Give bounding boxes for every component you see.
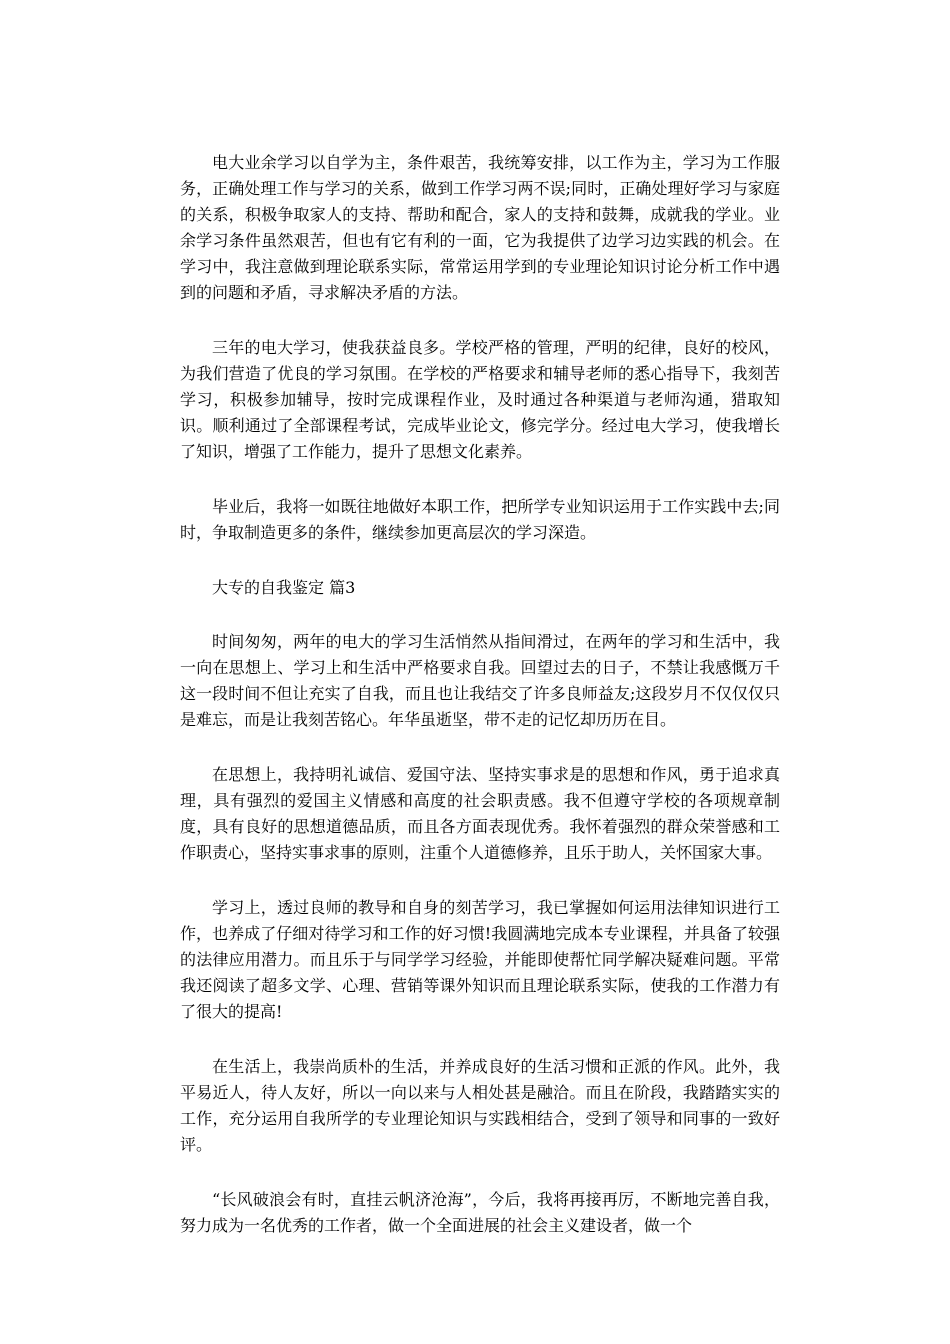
body-paragraph: 在生活上，我崇尚质朴的生活，并养成良好的生活习惯和正派的作风。此外，我平易近人，待人友好，所以一向以来与人相处甚是融洽。而且在阶段，我踏踏实实的工作，充分运用自我所学的专业理论知识与实践相结合，受到了领导和同事的一致好评。 [180, 1057, 780, 1154]
body-paragraph: 毕业后，我将一如既往地做好本职工作，把所学专业知识运用于工作实践中去;同时，争取制造更多的条件，继续参加更高层次的学习深造。 [180, 497, 780, 542]
body-paragraph: 学习上，透过良师的教导和自身的刻苦学习，我已掌握如何运用法律知识进行工作，也养成了仔细对待学习和工作的好习惯!我圆满地完成本专业课程，并具备了较强的法律应用潜力。而且乐于与同学学习经验，并能即使帮忙同学解决疑难问题。平常我还阅读了超多文学、心理、营销等课外知识而且理论联系实际，使我的工作潜力有了很大的提高! [180, 898, 780, 1021]
document-body [180, 150, 780, 1268]
body-paragraph: 在思想上，我持明礼诚信、爱国守法、坚持实事求是的思想和作风，勇于追求真理，具有强烈的爱国主义情感和高度的社会职责感。我不但遵守学校的各项规章制度，具有良好的思想道德品质，而且各方面表现优秀。我怀着强烈的群众荣誉感和工作职责心，坚持实事求事的原则，注重个人道德修养，且乐于助人，关怀国家大事。 [180, 765, 780, 862]
body-paragraph: 电大业余学习以自学为主，条件艰苦，我统筹安排，以工作为主，学习为工作服务，正确处理工作与学习的关系，做到工作学习两不误;同时，正确处理好学习与家庭的关系，积极争取家人的支持、帮助和配合，家人的支持和鼓舞，成就我的学业。业余学习条件虽然艰苦，但也有它有利的一面，它为我提供了边学习边实践的机会。在学习中，我注意做到理论联系实际，常常运用学到的专业理论知识讨论分析工作中遇到的问题和矛盾，寻求解决矛盾的方法。 [180, 153, 780, 302]
body-paragraph: 三年的电大学习，使我获益良多。学校严格的管理，严明的纪律，良好的校风，为我们营造了优良的学习氛围。在学校的严格要求和辅导老师的悉心指导下，我刻苦学习，积极参加辅导，按时完成课程作业，及时通过各种渠道与老师沟通，猎取知识。顺利通过了全部课程考试，完成毕业论文，修完学分。经过电大学习，使我增长了知识，增强了工作能力，提升了思想文化素养。 [180, 338, 780, 461]
body-paragraph: 时间匆匆，两年的电大的学习生活悄然从指间滑过，在两年的学习和生活中，我一向在思想上、学习上和生活中严格要求自我。回望过去的日子，不禁让我感慨万千这一段时间不但让充实了自我，而且也让我结交了许多良师益友;这段岁月不仅仅仅只是难忘，而是让我刻苦铭心。年华虽逝坚，带不走的记忆却历历在目。 [180, 632, 780, 729]
body-paragraph: “长风破浪会有时，直挂云帆济沧海”，今后，我将再接再厉，不断地完善自我，努力成为一名优秀的工作者，做一个全面进展的社会主义建设者，做一个 [180, 1190, 780, 1235]
section-heading: 大专的自我鉴定 篇3 [212, 578, 356, 597]
